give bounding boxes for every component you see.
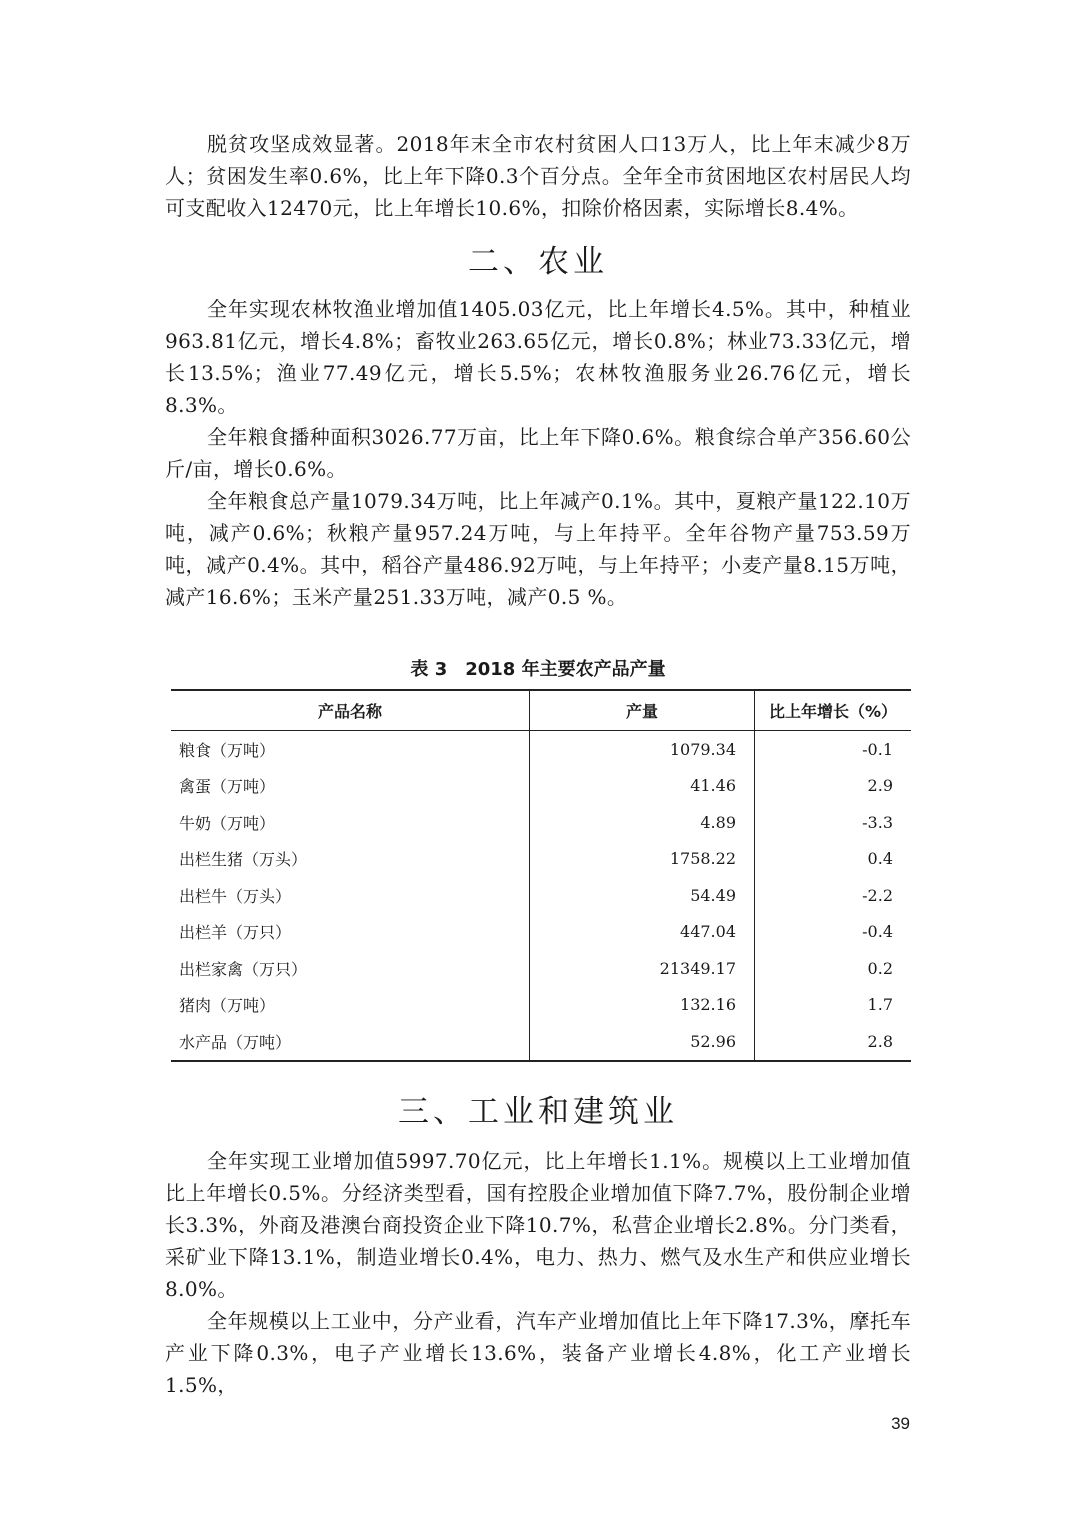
output-cell: 21349.17 xyxy=(530,950,755,987)
page-number: 39 xyxy=(891,1414,910,1433)
paragraph-poverty: 脱贫攻坚成效显著。2018年末全市农村贫困人口13万人，比上年末减少8万人；贫困发生率0.6%，比上年下降0.3个百分点。全年全市贫困地区农村居民人均可支配收入12470元，比上年增长10.6%，扣除价格因素，实际增长8.4%。 xyxy=(165,132,911,220)
product-name-cell: 出栏羊（万只） xyxy=(171,914,530,951)
product-name-cell: 出栏牛（万头） xyxy=(171,877,530,914)
growth-cell: 0.4 xyxy=(867,849,893,869)
growth-cell: 2.9 xyxy=(867,776,893,796)
product-name-cell: 水产品（万吨） xyxy=(171,1023,530,1061)
agri-products-table xyxy=(171,689,911,1062)
table-row xyxy=(171,950,911,987)
output-cell: 1758.22 xyxy=(530,841,755,878)
product-name-cell: 猪肉（万吨） xyxy=(171,987,530,1024)
growth-cell: -3.3 xyxy=(862,812,893,832)
product-name-cell: 出栏家禽（万只） xyxy=(171,950,530,987)
header-product-name: 产品名称 xyxy=(171,690,530,731)
paragraph-industry-sectors: 全年规模以上工业中，分产业看，汽车产业增加值比上年下降17.3%，摩托车产业下降0.3%，电子产业增长13.6%，装备产业增长4.8%，化工产业增长1.5%， xyxy=(165,1308,911,1397)
section-title-agriculture: 二、农业 xyxy=(468,244,608,280)
growth-cell: 1.7 xyxy=(867,995,893,1015)
table-row xyxy=(171,877,911,914)
output-cell: 447.04 xyxy=(530,914,755,951)
table-header-row xyxy=(171,690,911,731)
page-body xyxy=(165,128,911,1401)
output-cell: 52.96 xyxy=(530,1023,755,1061)
output-cell: 54.49 xyxy=(530,877,755,914)
output-cell: 41.46 xyxy=(530,768,755,805)
header-output: 产量 xyxy=(530,690,755,731)
growth-cell: -2.2 xyxy=(862,885,893,905)
output-cell: 132.16 xyxy=(530,987,755,1024)
paragraph-industry-value: 全年实现工业增加值5997.70亿元，比上年增长1.1%。规模以上工业增加值比上年增长0.5%。分经济类型看，国有控股企业增加值下降7.7%，股份制企业增长3.3%，外商及港澳台商投资企业下降10.7%，私营企业增长2.8%。分门类看，采矿业下降13.1%，制造业增长0.4%，电力、热力、燃气及水生产和供应业增长8.0%。 xyxy=(165,1148,911,1301)
table-caption: 表 3 2018 年主要农产品产量 xyxy=(410,659,666,680)
product-name-cell: 出栏生猪（万头） xyxy=(171,841,530,878)
paragraph-agri-value: 全年实现农林牧渔业增加值1405.03亿元，比上年增长4.5%。其中，种植业963.81亿元，增长4.8%；畜牧业263.65亿元，增长0.8%；林业73.33亿元，增长13.5%；渔业77.49亿元，增长5.5%；农林牧渔服务业26.76亿元，增长8.3%。 xyxy=(165,297,911,417)
growth-cell: -0.4 xyxy=(862,922,893,942)
table-row xyxy=(171,804,911,841)
section-title-industry: 三、工业和建筑业 xyxy=(398,1093,678,1130)
product-name-cell: 粮食（万吨） xyxy=(171,731,530,768)
growth-cell: 2.8 xyxy=(755,1023,912,1061)
growth-cell: -0.1 xyxy=(862,739,893,759)
paragraph-grain-output: 全年粮食总产量1079.34万吨，比上年减产0.1%。其中，夏粮产量122.10万吨，减产0.6%；秋粮产量957.24万吨，与上年持平。全年谷物产量753.59万吨，减产0.4%。其中，稻谷产量486.92万吨，与上年持平；小麦产量8.15万吨，减产16.6%；玉米产量251.33万吨，减产0.5 %。 xyxy=(165,489,911,609)
output-cell: 4.89 xyxy=(530,804,755,841)
table-row xyxy=(171,914,911,951)
product-name-cell: 禽蛋（万吨） xyxy=(171,768,530,805)
table-row xyxy=(171,731,911,768)
growth-cell: 0.2 xyxy=(867,958,893,978)
table-row xyxy=(171,987,911,1024)
header-growth: 比上年增长（%） xyxy=(755,690,912,731)
table-row xyxy=(171,1023,911,1061)
table-row xyxy=(171,768,911,805)
table-row xyxy=(171,841,911,878)
output-cell: 1079.34 xyxy=(530,731,755,768)
product-name-cell: 牛奶（万吨） xyxy=(171,804,530,841)
paragraph-grain-area: 全年粮食播种面积3026.77万亩，比上年下降0.6%。粮食综合单产356.60公斤/亩，增长0.6%。 xyxy=(165,425,911,481)
